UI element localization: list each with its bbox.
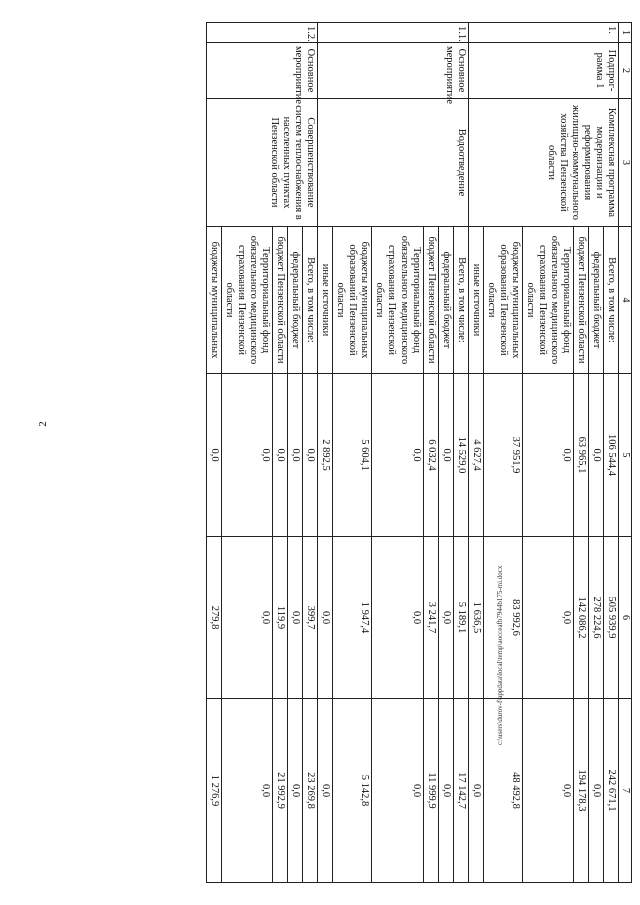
budget-table (206, 22, 632, 883)
funding-source: иные источники (318, 227, 333, 374)
header-cell: 5 (619, 374, 632, 537)
funding-source: бюджет Пензенской области (423, 227, 438, 374)
amount-cell: 11 999,9 (423, 699, 438, 883)
table-row (303, 23, 318, 883)
amount-cell: 0,0 (372, 537, 423, 699)
funding-source: бюджет Пензенской области (272, 227, 287, 374)
amount-cell: 242 671,1 (604, 699, 619, 883)
funding-source: Территориальный фонд обязательного медицинского страхования Пензенской области (221, 227, 272, 374)
amount-cell: 0,0 (318, 537, 333, 699)
amount-cell: 0,0 (438, 699, 453, 883)
funding-source: Всего, в том числе: (604, 227, 619, 374)
block-number: 1. (468, 23, 619, 43)
amount-cell: 279,8 (206, 537, 221, 699)
amount-cell: 0,0 (523, 537, 574, 699)
amount-cell: 5 604,1 (333, 374, 372, 537)
block-name: Совершенствование систем теплоснабжения в населенных пунктах Пензенской области (206, 99, 318, 227)
table-row (604, 23, 619, 883)
block-name: Водоотведение (318, 99, 469, 227)
block-number: 1.1. (318, 23, 469, 43)
funding-source: Всего, в том числе: (303, 227, 318, 374)
amount-cell: 5 142,8 (333, 699, 372, 883)
header-cell: 4 (619, 227, 632, 374)
amount-cell: 0,0 (288, 374, 303, 537)
amount-cell: 399,7 (303, 537, 318, 699)
block-number: 1.2. (206, 23, 318, 43)
amount-cell: 83 992,6 (483, 537, 522, 699)
amount-cell: 0,0 (206, 374, 221, 537)
page-number: 2 (36, 421, 49, 427)
funding-source: Территориальный фонд обязательного медицинского страхования Пензенской области (523, 227, 574, 374)
funding-source: федеральный бюджет (438, 227, 453, 374)
header-cell: 2 (619, 43, 632, 99)
amount-cell: 14 529,0 (453, 374, 468, 537)
amount-cell: 37 951,9 (483, 374, 522, 537)
amount-cell: 0,0 (303, 374, 318, 537)
amount-cell: 0,0 (589, 699, 604, 883)
amount-cell: 0,0 (468, 699, 483, 883)
amount-cell: 0,0 (523, 699, 574, 883)
header-cell: 7 (619, 699, 632, 883)
amount-cell: 106 544,4 (604, 374, 619, 537)
table-row (453, 23, 468, 883)
funding-source: иные источники (468, 227, 483, 374)
amount-cell: 0,0 (372, 699, 423, 883)
amount-cell: 3 241,7 (423, 537, 438, 699)
amount-cell: 0,0 (221, 537, 272, 699)
amount-cell: 5 189,1 (453, 537, 468, 699)
amount-cell: 1 947,4 (333, 537, 372, 699)
funding-source: бюджет Пензенской области (574, 227, 589, 374)
rotated-table-container (52, 22, 632, 882)
amount-cell: 17 142,7 (453, 699, 468, 883)
block-type: Основное мероприятие (318, 43, 469, 99)
amount-cell: 505 939,9 (604, 537, 619, 699)
block-name: Комплексная программа модернизации и реформирования жилищно-коммунального хозяйства Пензенской области (468, 99, 619, 227)
funding-source: федеральный бюджет (288, 227, 303, 374)
amount-cell: 48 492,8 (483, 699, 522, 883)
amount-cell: 0,0 (221, 374, 272, 537)
funding-source: Всего, в том числе: (453, 227, 468, 374)
amount-cell: 0,0 (288, 537, 303, 699)
amount-cell: 0,0 (438, 537, 453, 699)
funding-source: бюджеты муниципальных (206, 227, 221, 374)
header-cell: 6 (619, 537, 632, 699)
header-cell: 1 (619, 23, 632, 43)
amount-cell: 194 178,3 (574, 699, 589, 883)
header-row (619, 23, 632, 883)
amount-cell: 278 224,6 (589, 537, 604, 699)
amount-cell: 2 892,5 (318, 374, 333, 537)
amount-cell: 23 269,8 (303, 699, 318, 883)
amount-cell: 21 992,9 (272, 699, 287, 883)
funding-source: бюджеты муниципальных образований Пензенской области (333, 227, 372, 374)
amount-cell: 63 965,1 (574, 374, 589, 537)
funding-source: Территориальный фонд обязательного медицинского страхования Пензенской области (372, 227, 423, 374)
block-type: Подпрог-рамма 1 (468, 43, 619, 99)
amount-cell: 0,0 (523, 374, 574, 537)
header-cell: 3 (619, 99, 632, 227)
amount-cell: 0,0 (288, 699, 303, 883)
amount-cell: 4 627,4 (468, 374, 483, 537)
amount-cell: 0,0 (589, 374, 604, 537)
amount-cell: 1 276,9 (206, 699, 221, 883)
amount-cell: 119,9 (272, 537, 287, 699)
funding-source: бюджеты муниципальных образований Пензенской области (483, 227, 522, 374)
amount-cell: 0,0 (318, 699, 333, 883)
file-path-footer: c:\users\durov-f\appdata\local\temp\aocceafb7944b175-mi.docx (496, 565, 504, 745)
amount-cell: 0,0 (372, 374, 423, 537)
amount-cell: 0,0 (272, 374, 287, 537)
funding-source: федеральный бюджет (589, 227, 604, 374)
amount-cell: 1 636,5 (468, 537, 483, 699)
amount-cell: 0,0 (438, 374, 453, 537)
amount-cell: 142 086,2 (574, 537, 589, 699)
amount-cell: 0,0 (221, 699, 272, 883)
amount-cell: 6 032,4 (423, 374, 438, 537)
block-type: Основное мероприятие (206, 43, 318, 99)
